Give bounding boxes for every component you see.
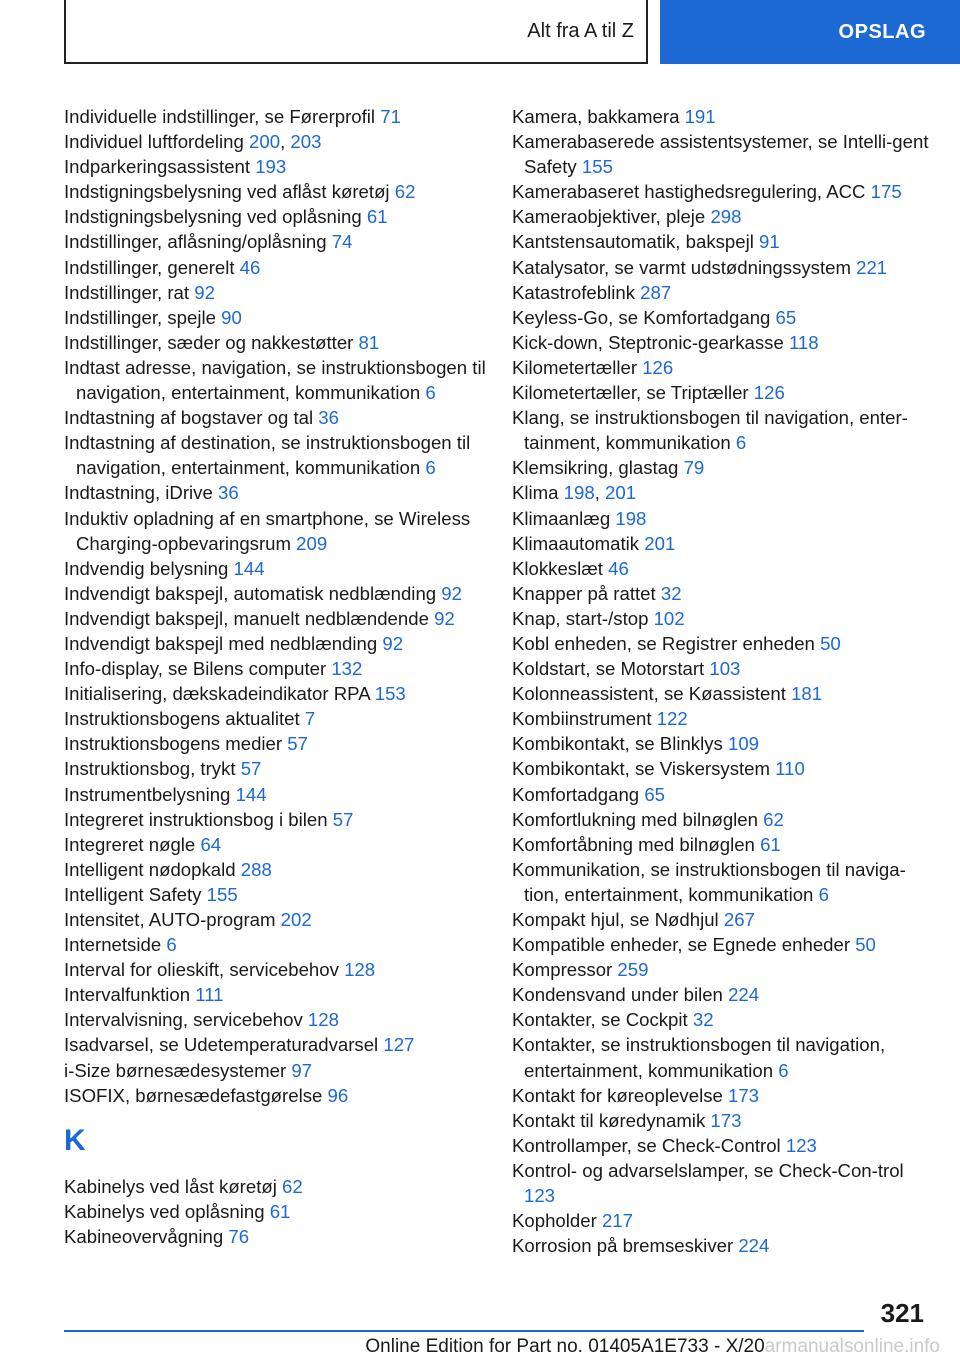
index-entry [512, 807, 932, 832]
index-entry [64, 305, 494, 330]
page-link[interactable]: 61 [760, 833, 781, 855]
index-entry [512, 932, 932, 957]
index-term: Kontrollamper, se Check-Control [512, 1134, 786, 1156]
index-entry [64, 982, 494, 1007]
index-term: Kondensvand under bilen [512, 984, 729, 1006]
index-entry [64, 932, 494, 957]
index-term: Internetside [64, 934, 167, 956]
page-link[interactable]: 155 [206, 883, 238, 905]
index-entry [64, 1224, 494, 1249]
page-link[interactable]: 46 [608, 557, 629, 579]
index-term: Klokkeslæt [512, 557, 609, 579]
index-entry [512, 305, 932, 330]
index-entry [64, 1199, 494, 1224]
index-entry [512, 1007, 932, 1032]
page-link[interactable]: 144 [233, 557, 265, 579]
index-entry [64, 355, 494, 405]
index-entry [512, 531, 932, 556]
page-link[interactable]: 71 [380, 106, 401, 127]
index-entry [64, 179, 494, 204]
index-term: Kilometertæller [512, 356, 643, 378]
index-term: Intelligent Safety [64, 883, 207, 905]
index-term: Individuelle indstillinger, se Førerprofil [64, 106, 381, 127]
page-link[interactable]: 79 [683, 457, 705, 479]
index-entry [64, 656, 494, 681]
index-entry [64, 681, 494, 706]
page-link[interactable]: 193 [255, 156, 287, 178]
page-link[interactable]: 173 [728, 1084, 760, 1106]
index-term: Intelligent nødopkald [64, 858, 241, 880]
index-term: Klemsikring, glastag [512, 457, 684, 479]
index-term: Kompressor [512, 959, 618, 981]
page-link[interactable]: 57 [332, 808, 354, 830]
page-link[interactable]: 32 [660, 582, 682, 604]
index-entry [512, 857, 932, 907]
footer-edition-text: Online Edition for Part no. 01405A1E733 - X/20 [365, 1336, 765, 1357]
index-entry [64, 1032, 494, 1057]
index-term: Kommunikation, se instruktionsbogen til naviga-tion, entertainment, kommunikation [512, 858, 906, 905]
index-entries-k-continued [512, 104, 932, 1258]
index-entry [512, 556, 932, 581]
index-term: Knapper på rattet [512, 582, 661, 604]
index-entry [512, 506, 932, 531]
index-entry [512, 355, 932, 380]
index-term: Kabineovervågning [64, 1225, 229, 1247]
page-link[interactable]: 201 [605, 482, 637, 504]
index-term: Kolonneassistent, se Køassistent [512, 683, 792, 705]
index-term: i-Size børnesædesystemer [64, 1059, 292, 1081]
page-link[interactable]: 221 [856, 256, 888, 278]
page-link[interactable]: 6 [735, 432, 747, 454]
index-term: Kombikontakt, se Viskersystem [512, 758, 776, 780]
page-link[interactable]: 267 [723, 909, 755, 930]
page-link[interactable]: 217 [601, 1210, 633, 1232]
index-entry [512, 1133, 932, 1158]
index-term: Kontrol- og advarselslamper, se Check-Con-trol [512, 1159, 904, 1181]
index-entry [512, 581, 932, 606]
page-link[interactable]: 50 [855, 934, 876, 956]
index-entry [64, 104, 494, 129]
page-link[interactable]: 65 [644, 783, 665, 805]
header-section-box [64, 0, 648, 64]
page-link[interactable]: 144 [235, 783, 267, 805]
index-term: Kabinelys ved låst køretøj [64, 1175, 283, 1197]
page-link[interactable]: 81 [358, 331, 380, 353]
footer [64, 1332, 960, 1362]
index-term: Kontakt til køredynamik [512, 1109, 711, 1131]
index-entry [64, 480, 494, 505]
index-term: Kompakt hjul, se Nødhjul [512, 909, 724, 930]
index-term: Katalysator, se varmt udstødningssystem [512, 256, 857, 278]
index-entry [64, 204, 494, 229]
index-entry [64, 606, 494, 631]
index-term: Instruktionsbogens medier [64, 733, 288, 755]
index-term: Kombikontakt, se Blinklys [512, 733, 728, 755]
index-entry [512, 380, 932, 405]
page-link[interactable]: 92 [434, 607, 455, 629]
index-entry [64, 706, 494, 731]
index-term: Kamera, bakkamera [512, 106, 685, 127]
index-entry [64, 255, 494, 280]
index-column-right [512, 104, 932, 1258]
index-entry [512, 681, 932, 706]
index-term: Indstigningsbelysning ved aflåst køretøj [64, 181, 395, 203]
page-link[interactable]: 127 [383, 1034, 415, 1056]
page-link[interactable]: 298 [710, 206, 742, 228]
index-term: Koldstart, se Motorstart [512, 658, 710, 680]
index-term: Kantstensautomatik, bakspejl [512, 231, 760, 253]
index-entry [512, 832, 932, 857]
index-entry [512, 1108, 932, 1133]
index-entry [64, 430, 494, 480]
page-link[interactable]: 109 [727, 733, 760, 755]
index-entry [512, 229, 932, 254]
page-link[interactable]: 6 [425, 457, 436, 479]
index-term: Intervalvisning, servicebehov [64, 1009, 308, 1031]
index-term: Interval for olieskift, servicebehov [64, 959, 345, 981]
page-link[interactable]: 32 [692, 1009, 714, 1031]
index-entry: Klima 198, 201 [512, 482, 637, 504]
index-term: Individuel luftfordeling [64, 131, 250, 153]
page-link[interactable]: 74 [331, 231, 353, 253]
index-term: Kobl enheden, se Registrer enheden [512, 632, 821, 654]
index-entry [512, 631, 932, 656]
index-term: Kilometertæller, se Triptæller [512, 382, 754, 404]
index-entry [64, 631, 494, 656]
page-link[interactable]: 61 [269, 1200, 291, 1222]
page-number: 321 [880, 1298, 924, 1328]
index-entries-k [64, 1174, 494, 1249]
index-term: Kopholder [512, 1210, 602, 1232]
page-link[interactable]: 288 [240, 858, 272, 880]
index-entry [512, 656, 932, 681]
page-link[interactable]: 126 [642, 356, 674, 378]
index-entry [512, 731, 932, 756]
page-link[interactable]: 76 [228, 1225, 250, 1247]
index-term: Indstillinger, rat [64, 281, 195, 303]
page-link[interactable]: 111 [195, 984, 224, 1006]
page-link[interactable]: 118 [788, 331, 819, 353]
index-term: Komfortlukning med bilnøglen [512, 808, 764, 830]
index-term: Integreret nøgle [64, 833, 201, 855]
index-term: Initialisering, dækskadeindikator RPA [64, 683, 375, 705]
index-term: Instrumentbelysning [64, 783, 236, 805]
page-link[interactable]: 175 [870, 181, 902, 203]
page-link[interactable]: 202 [280, 909, 312, 930]
page-link[interactable]: 90 [221, 306, 242, 328]
page-link[interactable]: 7 [304, 708, 316, 730]
index-term: Kameraobjektiver, pleje [512, 206, 711, 228]
index-entry [512, 1158, 932, 1208]
index-entry [512, 405, 932, 455]
index-entry [64, 882, 494, 907]
index-entry [64, 832, 494, 857]
page-link[interactable]: 128 [307, 1009, 339, 1031]
index-term: Knap, start-/stop [512, 607, 654, 629]
index-entry [64, 857, 494, 882]
index-entry [64, 506, 494, 556]
index-entry [512, 280, 932, 305]
index-term: Kontakter, se instruktionsbogen til navigation, entertainment, kommunikation [512, 1034, 886, 1081]
index-entry [64, 957, 494, 982]
index-term: Indtastning, iDrive [64, 482, 218, 504]
header-tab-label: OPSLAG [838, 20, 926, 43]
page-link[interactable]: 191 [684, 106, 716, 127]
page-link[interactable]: 123 [524, 1185, 556, 1207]
index-entry: Individuel luftfordeling 200, 203 [64, 131, 322, 153]
index-entry [512, 204, 932, 229]
index-entry [512, 1083, 932, 1108]
section-letter: K [64, 1123, 86, 1157]
index-entry [512, 330, 932, 355]
index-term: Indparkeringsassistent [64, 156, 256, 178]
page-link[interactable]: 65 [775, 306, 797, 328]
page-link[interactable]: 92 [194, 281, 215, 303]
page-link[interactable]: 198 [615, 507, 647, 529]
index-entry [64, 330, 494, 355]
index-term: Indstigningsbelysning ved oplåsning [64, 206, 367, 228]
page-link[interactable]: 259 [617, 959, 649, 981]
page-link[interactable]: 201 [644, 532, 676, 554]
index-term: Intensitet, AUTO-program [64, 909, 281, 930]
index-entry [512, 706, 932, 731]
page-link[interactable]: 61 [366, 206, 388, 228]
page-link[interactable]: 57 [287, 733, 308, 755]
page-link[interactable]: 153 [374, 683, 406, 705]
page-link[interactable]: 209 [296, 532, 328, 554]
index-entry [64, 1083, 494, 1108]
page-link[interactable]: 46 [239, 256, 261, 278]
index-term: Indvendigt bakspejl, manuelt nedblændende [64, 607, 435, 629]
page-link[interactable]: 62 [394, 181, 416, 203]
page-link[interactable]: 103 [709, 658, 741, 680]
page-link[interactable]: 181 [791, 683, 823, 705]
index-term: Kombiinstrument [512, 708, 657, 730]
index-column-left [64, 104, 494, 1249]
index-term: Info-display, se Bilens computer [64, 658, 332, 680]
index-term: Induktiv opladning af en smartphone, se Wireless Charging-opbevaringsrum [64, 507, 471, 554]
page-link[interactable]: 62 [763, 808, 784, 830]
index-entry [512, 907, 932, 932]
index-term: Instruktionsbog, trykt [64, 758, 241, 780]
page-link[interactable]: 96 [327, 1084, 349, 1106]
header-tab[interactable] [660, 0, 960, 64]
index-term: Indtastning af destination, se instruktionsbogen til navigation, entertainment, kommunikation [64, 432, 471, 479]
page-link[interactable]: 128 [344, 959, 376, 981]
index-entry [64, 1174, 494, 1199]
page-link[interactable]: 198 [563, 482, 595, 504]
index-term: Korrosion på bremseskiver [512, 1235, 739, 1257]
page-link[interactable]: 36 [218, 482, 239, 504]
index-term: Indvendigt bakspejl med nedblænding [64, 632, 383, 654]
page-link[interactable]: 91 [759, 231, 780, 253]
index-term: Isadvarsel, se Udetemperaturadvarsel [64, 1034, 384, 1056]
index-term: Klima [512, 482, 564, 504]
page-link[interactable]: 126 [753, 382, 785, 404]
index-term: Keyless-Go, se Komfortadgang [512, 306, 776, 328]
index-entry [64, 556, 494, 581]
page-link[interactable]: 102 [653, 607, 685, 629]
page-link[interactable]: 287 [640, 281, 672, 303]
index-term: Katastrofeblink [512, 281, 641, 303]
index-entry [64, 280, 494, 305]
page-link[interactable]: 92 [382, 632, 404, 654]
page-link[interactable]: 224 [738, 1235, 770, 1257]
page-link[interactable]: 173 [710, 1109, 742, 1131]
page-link[interactable]: 50 [820, 632, 841, 654]
index-entry [512, 782, 932, 807]
index-term: Klimaautomatik [512, 532, 645, 554]
index-entry [64, 807, 494, 832]
index-entry [512, 255, 932, 280]
index-term: Indtast adresse, navigation, se instruktionsbogen til navigation, entertainment, kommunikation [64, 356, 486, 404]
index-entry [512, 982, 932, 1007]
index-term: Indtastning af bogstaver og tal [64, 407, 319, 429]
page-link[interactable]: 200 [249, 131, 281, 153]
index-term: Kontakter, se Cockpit [512, 1009, 693, 1031]
page-link[interactable]: 64 [200, 833, 222, 855]
index-entry [64, 1058, 494, 1083]
page-link[interactable]: 224 [728, 984, 760, 1006]
index-term: Kamerabaseret hastighedsregulering, ACC [512, 181, 871, 203]
index-entry [512, 606, 932, 631]
index-term: Indstillinger, spejle [64, 306, 222, 328]
index-term: Komfortadgang [512, 783, 645, 805]
index-term: Intervalfunktion [64, 984, 196, 1006]
index-entry [512, 455, 932, 480]
page-link[interactable]: 155 [581, 156, 613, 178]
page-link[interactable]: 6 [778, 1059, 789, 1081]
page-link[interactable]: 57 [240, 758, 262, 780]
index-term: Integreret instruktionsbog i bilen [64, 808, 333, 830]
index-term: ISOFIX, børnesædefastgørelse [64, 1084, 328, 1106]
index-entry [64, 756, 494, 781]
index-entry [512, 756, 932, 781]
page-link[interactable]: 132 [331, 658, 363, 680]
page-link[interactable]: 203 [290, 131, 322, 153]
index-entry [64, 229, 494, 254]
header-section-title: Alt fra A til Z [527, 19, 634, 42]
index-term: Indstillinger, aflåsning/oplåsning [64, 231, 332, 253]
index-entry [512, 1208, 932, 1233]
index-term: Indvendigt bakspejl, automatisk nedblænding [64, 582, 442, 604]
index-entry [64, 731, 494, 756]
index-term: Indvendig belysning [64, 557, 234, 579]
page-link[interactable]: 92 [441, 582, 462, 604]
footer-watermark: armanualsonline.info [764, 1336, 940, 1357]
index-entry [64, 782, 494, 807]
index-term: Kamerabaserede assistentsystemer, se Intelli-gent Safety [512, 131, 929, 178]
index-entry [64, 1007, 494, 1032]
index-entry [512, 104, 932, 129]
index-entry [512, 129, 932, 179]
index-entry [64, 154, 494, 179]
page-link[interactable]: 122 [656, 708, 688, 730]
index-entry [64, 581, 494, 606]
index-entry [512, 1233, 932, 1258]
index-term: Indstillinger, generelt [64, 256, 240, 278]
page-link[interactable]: 123 [785, 1134, 817, 1156]
page-link[interactable]: 110 [775, 758, 805, 780]
index-term: Instruktionsbogens aktualitet [64, 708, 305, 730]
page-link[interactable]: 6 [425, 382, 436, 404]
page-link[interactable]: 62 [282, 1175, 303, 1197]
index-term: Komfortåbning med bilnøglen [512, 833, 761, 855]
page-link[interactable]: 6 [166, 934, 177, 956]
index-term: Klimaanlæg [512, 507, 616, 529]
index-term: Kontakt for køreoplevelse [512, 1084, 728, 1106]
index-entry [512, 179, 932, 204]
index-term: Klang, se instruktionsbogen til navigation, enter-tainment, kommunikation [512, 407, 908, 454]
index-entry [64, 405, 494, 430]
index-entry [64, 907, 494, 932]
page-link[interactable]: 6 [818, 883, 829, 905]
page-link[interactable]: 97 [291, 1059, 313, 1081]
index-term: Kompatible enheder, se Egnede enheder [512, 934, 856, 956]
index-term: Kabinelys ved oplåsning [64, 1200, 270, 1222]
page-link[interactable]: 36 [318, 407, 339, 429]
index-entry [512, 957, 932, 982]
index-term: Kick-down, Steptronic-gearkasse [512, 331, 789, 353]
index-term: Indstillinger, sæder og nakkestøtter [64, 331, 359, 353]
index-entries-i [64, 104, 494, 1108]
index-entry [512, 1032, 932, 1082]
